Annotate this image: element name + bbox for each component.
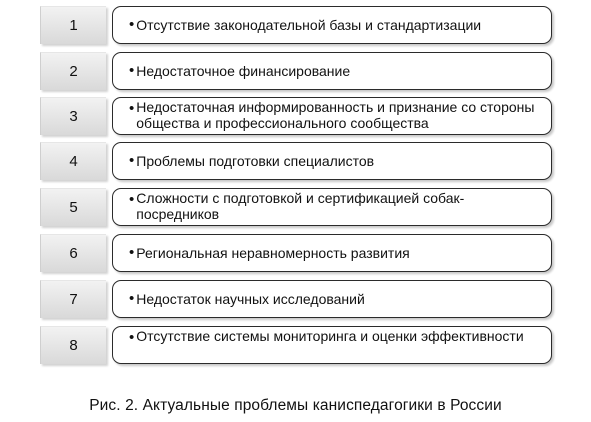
item-box (112, 188, 552, 226)
item-number: 8 (40, 326, 106, 364)
item-number: 4 (40, 142, 106, 180)
item-text: Недостаточное финансирование (136, 63, 351, 79)
item-number: 6 (40, 234, 106, 272)
list-item (40, 97, 554, 135)
bullet-icon: • (129, 100, 135, 117)
item-number: 3 (40, 97, 106, 135)
list-item (40, 52, 554, 90)
bullet-icon: • (129, 16, 135, 33)
list-item (40, 142, 554, 180)
bullet-icon: • (129, 152, 135, 169)
item-box (112, 6, 552, 44)
item-number: 7 (40, 280, 106, 318)
item-box (112, 234, 552, 272)
item-box (112, 52, 552, 90)
item-text: Сложности с подготовкой и сертификацией собак-посредников (136, 190, 465, 222)
item-box (112, 280, 552, 318)
bullet-icon: • (129, 191, 135, 208)
bullet-icon: • (129, 244, 135, 261)
item-box (112, 326, 552, 364)
item-box (112, 97, 552, 135)
list-item (40, 326, 554, 364)
item-text: Региональная неравномерность развития (136, 245, 410, 261)
list-item (40, 188, 554, 226)
figure-caption: Рис. 2. Актуальные проблемы каниспедагогики в России (89, 397, 502, 414)
item-text: Отсутствие системы мониторинга и оценки эффективности (136, 328, 524, 344)
item-text: Недостаточная информированность и признание со стороны общества и профессионального сообщества (136, 99, 535, 131)
list-item (40, 6, 554, 44)
bullet-icon: • (129, 290, 135, 307)
item-number: 1 (40, 6, 106, 44)
item-text: Отсутствие законодательной базы и стандартизации (136, 17, 482, 33)
list-item (40, 280, 554, 318)
item-box (112, 142, 552, 180)
item-text: Недостаток научных исследований (136, 291, 365, 307)
bullet-icon: • (129, 62, 135, 79)
item-text: Проблемы подготовки специалистов (136, 153, 375, 169)
list-item (40, 234, 554, 272)
item-number: 5 (40, 188, 106, 226)
bullet-icon: • (129, 329, 135, 346)
item-number: 2 (40, 52, 106, 90)
